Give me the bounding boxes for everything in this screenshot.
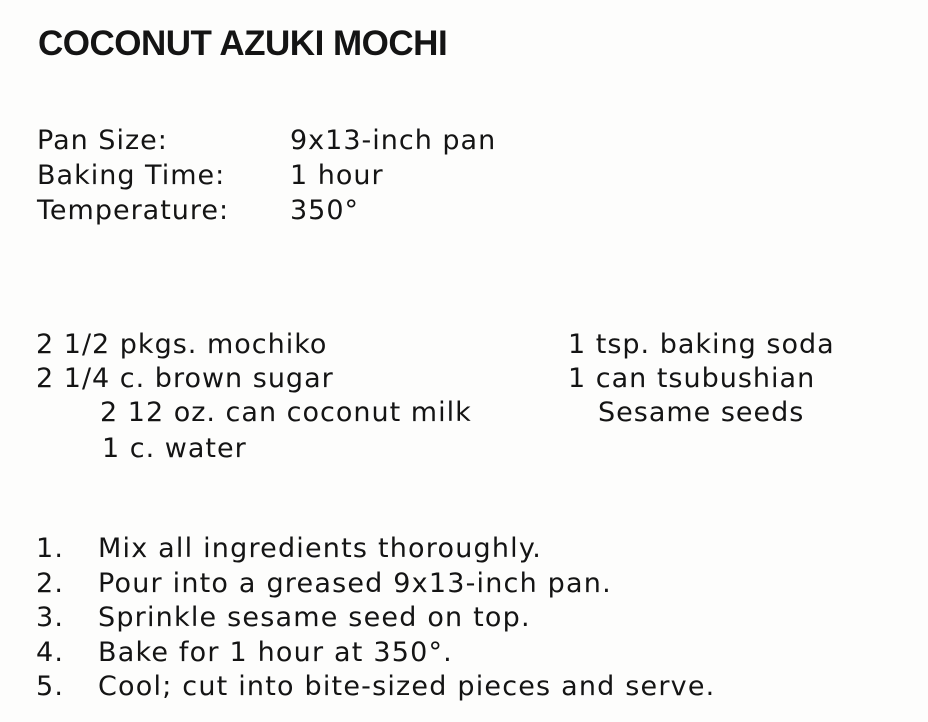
step-number: 5. [36, 671, 65, 702]
step-number: 3. [36, 602, 65, 633]
spec-value: 9x13-inch pan [290, 125, 497, 156]
step-number: 1. [36, 533, 65, 564]
step-text: Pour into a greased 9x13-inch pan. [98, 567, 612, 599]
spec-label: Temperature: [37, 195, 230, 226]
step-number: 4. [36, 636, 65, 668]
step-text: Mix all ingredients thoroughly. [98, 533, 542, 564]
ingredient-item: 2 1/2 pkgs. mochiko [36, 329, 328, 360]
spec-value: 1 hour [290, 160, 384, 191]
step-text: Sprinkle sesame seed on top. [98, 602, 531, 633]
step-text: Cool; cut into bite-sized pieces and serve. [98, 671, 716, 702]
ingredient-list [36, 328, 896, 468]
spec-value: 350° [290, 195, 360, 226]
ingredient-item: 2 1/4 c. brown sugar [36, 363, 334, 394]
ingredient-item: 2 12 oz. can coconut milk [100, 397, 472, 428]
spec-label: Pan Size: [37, 125, 168, 156]
recipe-title: COCONUT AZUKI MOCHI [38, 24, 448, 63]
spec-label: Baking Time: [37, 160, 226, 191]
ingredient-item: 1 tsp. baking soda [568, 329, 835, 360]
step-number: 2. [36, 567, 65, 599]
ingredient-item: Sesame seeds [598, 397, 805, 428]
ingredient-item: 1 c. water [102, 433, 247, 464]
step-text: Bake for 1 hour at 350°. [98, 636, 453, 668]
ingredient-item: 1 can tsubushian [568, 363, 816, 394]
